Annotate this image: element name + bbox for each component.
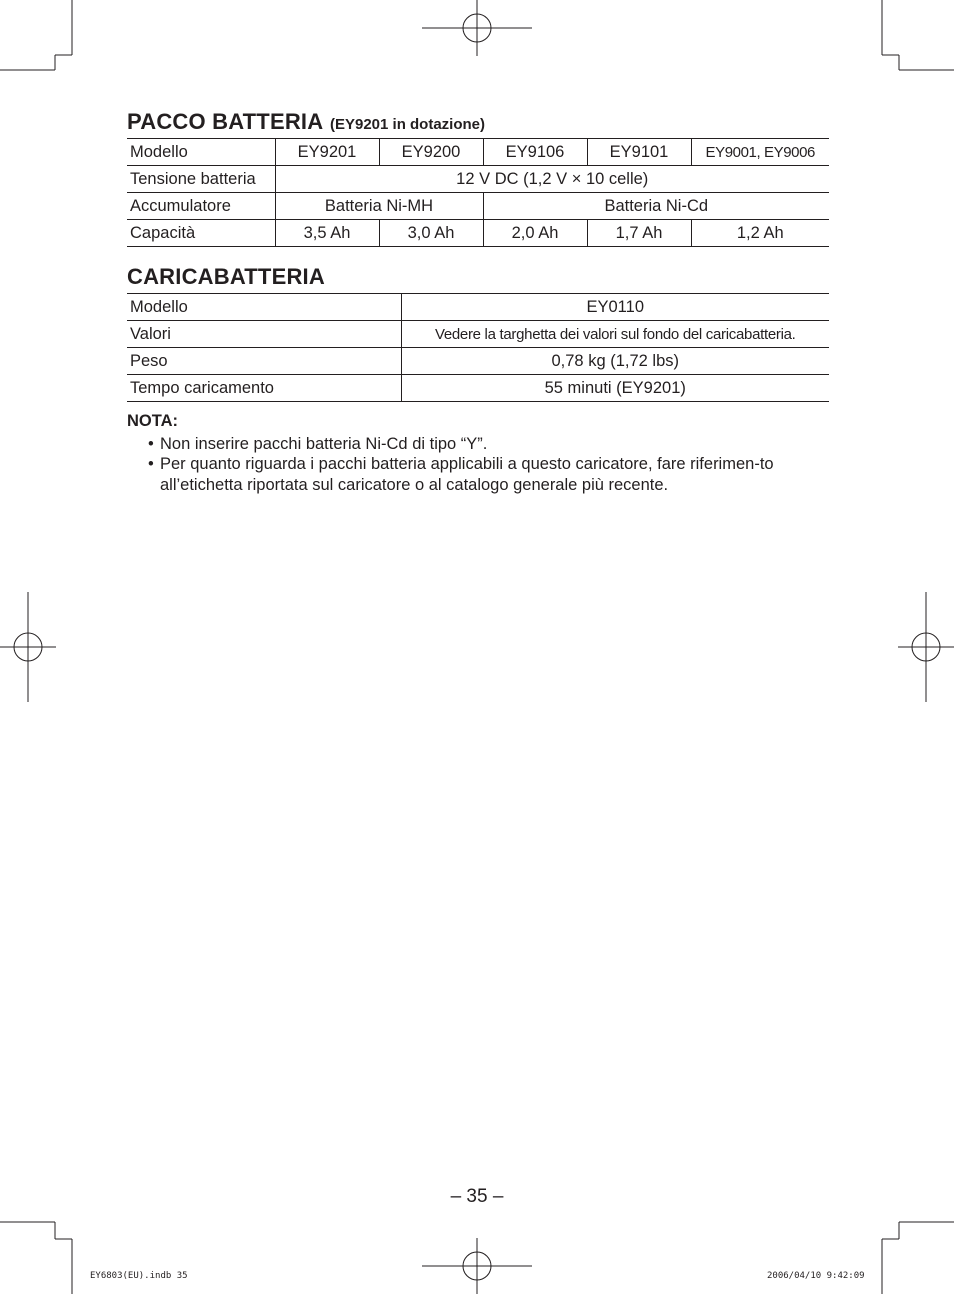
registration-mark-bottom bbox=[422, 1238, 532, 1294]
battery-capacity-label: Capacità bbox=[127, 220, 275, 247]
battery-voltage-value: 12 V DC (1,2 V × 10 celle) bbox=[275, 166, 829, 193]
table-row bbox=[127, 193, 829, 220]
nota-item-text: Per quanto riguarda i pacchi batteria applicabili a questo caricatore, fare riferimen-to all’etichetta riportata sul caricatore o al catalogo generale più recente. bbox=[160, 455, 774, 494]
charger-heading bbox=[127, 261, 829, 293]
nota-item-text: Non inserire pacchi batteria Ni-Cd di tipo “Y”. bbox=[160, 434, 488, 453]
list-item bbox=[127, 454, 829, 495]
charger-row-label: Peso bbox=[127, 348, 401, 375]
battery-capacity-cell: 1,7 Ah bbox=[587, 220, 691, 247]
registration-mark-top bbox=[422, 0, 532, 56]
nota-list bbox=[127, 434, 829, 496]
nota-title: NOTA: bbox=[127, 412, 179, 430]
battery-capacity-cell: 3,0 Ah bbox=[379, 220, 483, 247]
charger-row-label: Valori bbox=[127, 321, 401, 348]
slug-file: EY6803(EU).indb 35 bbox=[90, 1271, 188, 1281]
battery-accumulator-label: Accumulatore bbox=[127, 193, 275, 220]
battery-voltage-label: Tensione batteria bbox=[127, 166, 275, 193]
charger-row-value: Vedere la targhetta dei valori sul fondo del caricabatteria. bbox=[401, 321, 829, 348]
document-content bbox=[127, 106, 829, 495]
table-row bbox=[127, 375, 829, 402]
table-row bbox=[127, 139, 829, 166]
charger-row-value: EY0110 bbox=[401, 294, 829, 321]
bullet-icon: • bbox=[148, 434, 154, 453]
battery-capacity-cell: 1,2 Ah bbox=[691, 220, 829, 247]
charger-row-label: Modello bbox=[127, 294, 401, 321]
battery-capacity-cell: 3,5 Ah bbox=[275, 220, 379, 247]
page-number: – 35 – bbox=[450, 1186, 504, 1207]
bullet-icon: • bbox=[148, 455, 154, 473]
battery-model-cell: EY9001, EY9006 bbox=[691, 139, 829, 166]
battery-capacity-cell: 2,0 Ah bbox=[483, 220, 587, 247]
battery-accumulator-nicd: Batteria Ni-Cd bbox=[483, 193, 829, 220]
table-row bbox=[127, 321, 829, 348]
battery-subtitle: (EY9201 in dotazione) bbox=[329, 116, 486, 133]
battery-accumulator-nimh: Batteria Ni-MH bbox=[275, 193, 483, 220]
table-row bbox=[127, 348, 829, 375]
slug-timestamp: 2006/04/10 9:42:09 bbox=[767, 1271, 865, 1281]
charger-spec-table bbox=[127, 293, 829, 402]
battery-model-cell: EY9106 bbox=[483, 139, 587, 166]
registration-mark-left bbox=[0, 592, 56, 702]
battery-title: PACCO BATTERIA bbox=[127, 109, 324, 134]
battery-model-cell: EY9201 bbox=[275, 139, 379, 166]
charger-row-value: 55 minuti (EY9201) bbox=[401, 375, 829, 402]
charger-row-value: 0,78 kg (1,72 lbs) bbox=[401, 348, 829, 375]
battery-spec-table bbox=[127, 138, 829, 247]
battery-model-cell: EY9101 bbox=[587, 139, 691, 166]
table-row bbox=[127, 166, 829, 193]
table-row bbox=[127, 294, 829, 321]
list-item bbox=[127, 434, 829, 455]
charger-row-label: Tempo caricamento bbox=[127, 375, 401, 402]
battery-model-label: Modello bbox=[127, 139, 275, 166]
charger-title: CARICABATTERIA bbox=[127, 264, 325, 289]
battery-model-cell: EY9200 bbox=[379, 139, 483, 166]
table-row bbox=[127, 220, 829, 247]
registration-mark-right bbox=[898, 592, 954, 702]
battery-heading bbox=[127, 106, 829, 138]
nota-section bbox=[127, 411, 829, 495]
